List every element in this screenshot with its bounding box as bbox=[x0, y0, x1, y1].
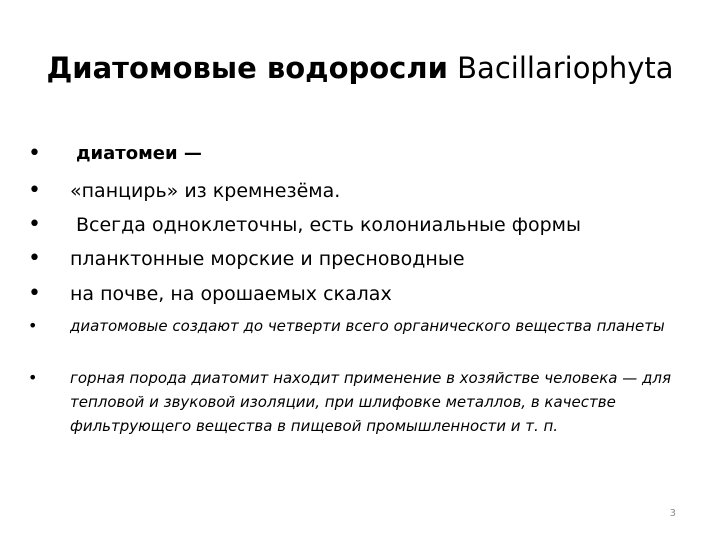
bullet-marker: • bbox=[28, 281, 41, 306]
list-item-text: Всегда одноклеточны, есть колониальные формы bbox=[76, 214, 581, 236]
list-item-text: диатомовые создают до четверти всего органического вещества планеты bbox=[70, 317, 665, 335]
bullet-marker: • bbox=[28, 178, 41, 203]
list-item-text: горная порода диатомит находит применение в хозяйстве человека — для тепловой и звуковой изоляции, при шлифовке металлов, в качестве фильтрующего вещества в пищевой промышленности и т. п. bbox=[70, 369, 671, 435]
bullet-marker: • bbox=[28, 212, 41, 237]
list-item-text: на почве, на орошаемых скалах bbox=[70, 283, 392, 305]
bullet-marker: • bbox=[28, 368, 38, 387]
page-number: 3 bbox=[669, 508, 676, 519]
list-item-text: планктонные морские и пресноводные bbox=[70, 248, 465, 270]
list-item-text: «панцирь» из кремнезёма. bbox=[70, 180, 341, 202]
slide-title bbox=[0, 48, 720, 88]
bullet-marker: • bbox=[28, 246, 41, 271]
title-latin: Bacillariophyta bbox=[457, 51, 674, 85]
bullet-marker: • bbox=[28, 141, 41, 166]
title-russian: Диатомовые водоросли bbox=[46, 51, 448, 85]
bullet-marker: • bbox=[28, 316, 38, 335]
list-item-text: диатомеи — bbox=[76, 143, 202, 164]
